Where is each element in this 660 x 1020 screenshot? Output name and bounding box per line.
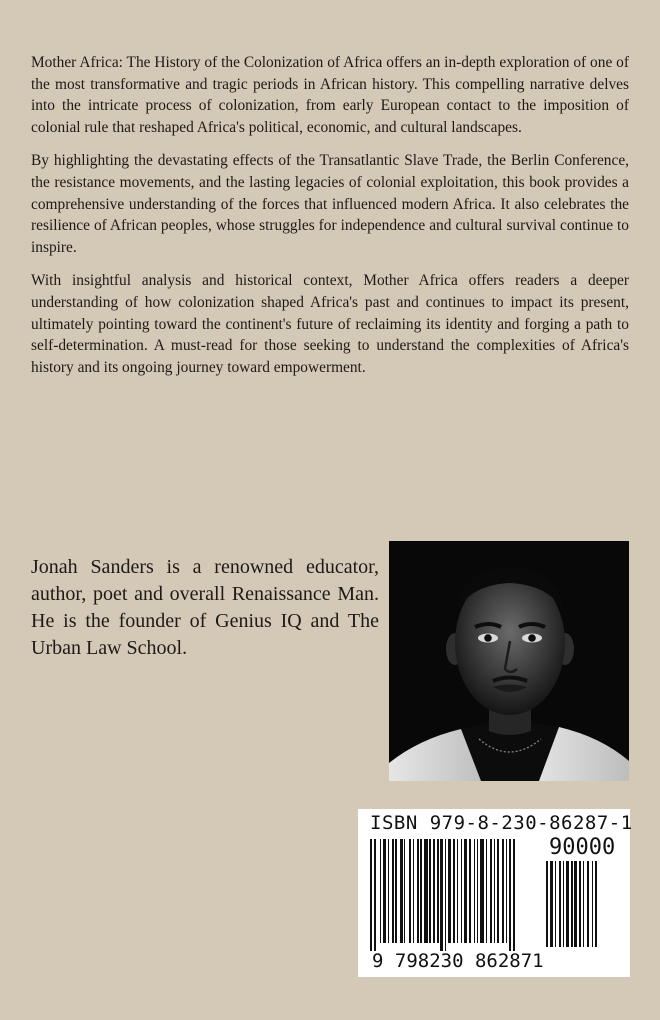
barcode-bar: [424, 839, 428, 943]
price-addon-bars: [546, 861, 618, 951]
barcode-bar: [464, 839, 467, 943]
barcode-bar: [448, 839, 451, 943]
barcode-bar: [413, 839, 414, 943]
author-photo: [389, 541, 629, 781]
ean-digits: 9 798230 862871: [372, 950, 544, 972]
ean-barcode-bars: [370, 839, 542, 951]
barcode-bar: [477, 839, 478, 943]
barcode-bar: [559, 861, 561, 947]
barcode-bar: [404, 839, 405, 943]
barcode-bar: [502, 839, 504, 943]
barcode-bar: [417, 839, 419, 943]
book-description: [31, 52, 629, 390]
barcode-bar: [494, 839, 495, 943]
barcode-bar: [409, 839, 411, 943]
description-paragraph-1: Mother Africa: The History of the Colonization of Africa offers an in-depth exploration of one of the most transformative and tragic periods in African history. This compelling narrative delves into the intricate process of colonization, from early European contact to the imposition of colonial rule that reshaped Africa's political, economic, and cultural landscapes.: [31, 54, 629, 136]
barcode-bar: [566, 861, 569, 947]
barcode-bar: [469, 839, 471, 943]
barcode-bar: [453, 839, 455, 943]
barcode-bar: [370, 839, 372, 951]
barcode-bar: [388, 839, 389, 943]
barcode-bar: [506, 839, 507, 943]
barcode-bar: [490, 839, 492, 943]
barcode-bar: [461, 839, 462, 943]
barcode-bar: [579, 861, 581, 947]
barcode-bar: [587, 861, 589, 947]
barcode-bar: [486, 839, 487, 943]
barcode-bar: [550, 861, 553, 947]
barcode-bar: [437, 839, 439, 943]
barcode-bar: [480, 839, 484, 943]
barcode-bar: [457, 839, 458, 943]
barcode-bar: [497, 839, 499, 943]
barcode-bar: [574, 861, 577, 947]
barcode-bar: [395, 839, 397, 943]
barcode-bar: [583, 861, 584, 947]
author-bio: Jonah Sanders is a renowned educator, author, poet and overall Renaissance Man. He is the founder of Genius IQ and The Urban Law School.: [31, 556, 379, 659]
barcode-bar: [429, 839, 431, 943]
barcode-bar: [383, 839, 386, 943]
isbn-label: ISBN 979-8-230-86287-1: [370, 812, 633, 834]
barcode-bar: [380, 839, 381, 943]
barcode-bar: [420, 839, 422, 943]
author-portrait-image: [389, 541, 629, 781]
barcode-bar: [374, 839, 376, 951]
barcode-bar: [474, 839, 475, 943]
barcode-bar: [509, 839, 511, 951]
barcode-bar: [592, 861, 593, 947]
barcode-bar: [440, 839, 443, 951]
isbn-barcode: [358, 809, 633, 977]
description-paragraph-2: By highlighting the devastating effects of the Transatlantic Slave Trade, the Berlin Conference, the resistance movements, and the lasting legacies of colonial exploitation, this book provides a comprehensive understanding of the forces that influenced modern Africa. It also celebrates the resilience of African peoples, whose struggles for independence and cultural survival continue to inspire.: [31, 152, 629, 256]
barcode-bar: [392, 839, 394, 943]
price-code: 90000: [549, 835, 616, 860]
barcode-bar: [595, 861, 597, 947]
barcode-bar: [563, 861, 564, 947]
barcode-bar: [571, 861, 573, 947]
description-paragraph-3: With insightful analysis and historical context, Mother Africa offers readers a deeper understanding of how colonization shaped Africa's past and continues to impact its present, ultimately pointing toward the continent's future of reclaiming its identity and forging a path to self-determination. A must-read for those seeking to understand the complexities of Africa's history and its ongoing journey toward empowerment.: [31, 272, 629, 376]
barcode-bar: [445, 839, 446, 951]
barcode-bar: [546, 861, 548, 947]
barcode-bar: [400, 839, 403, 943]
barcode-bar: [555, 861, 556, 947]
barcode-bar: [433, 839, 435, 943]
barcode-bar: [513, 839, 515, 951]
